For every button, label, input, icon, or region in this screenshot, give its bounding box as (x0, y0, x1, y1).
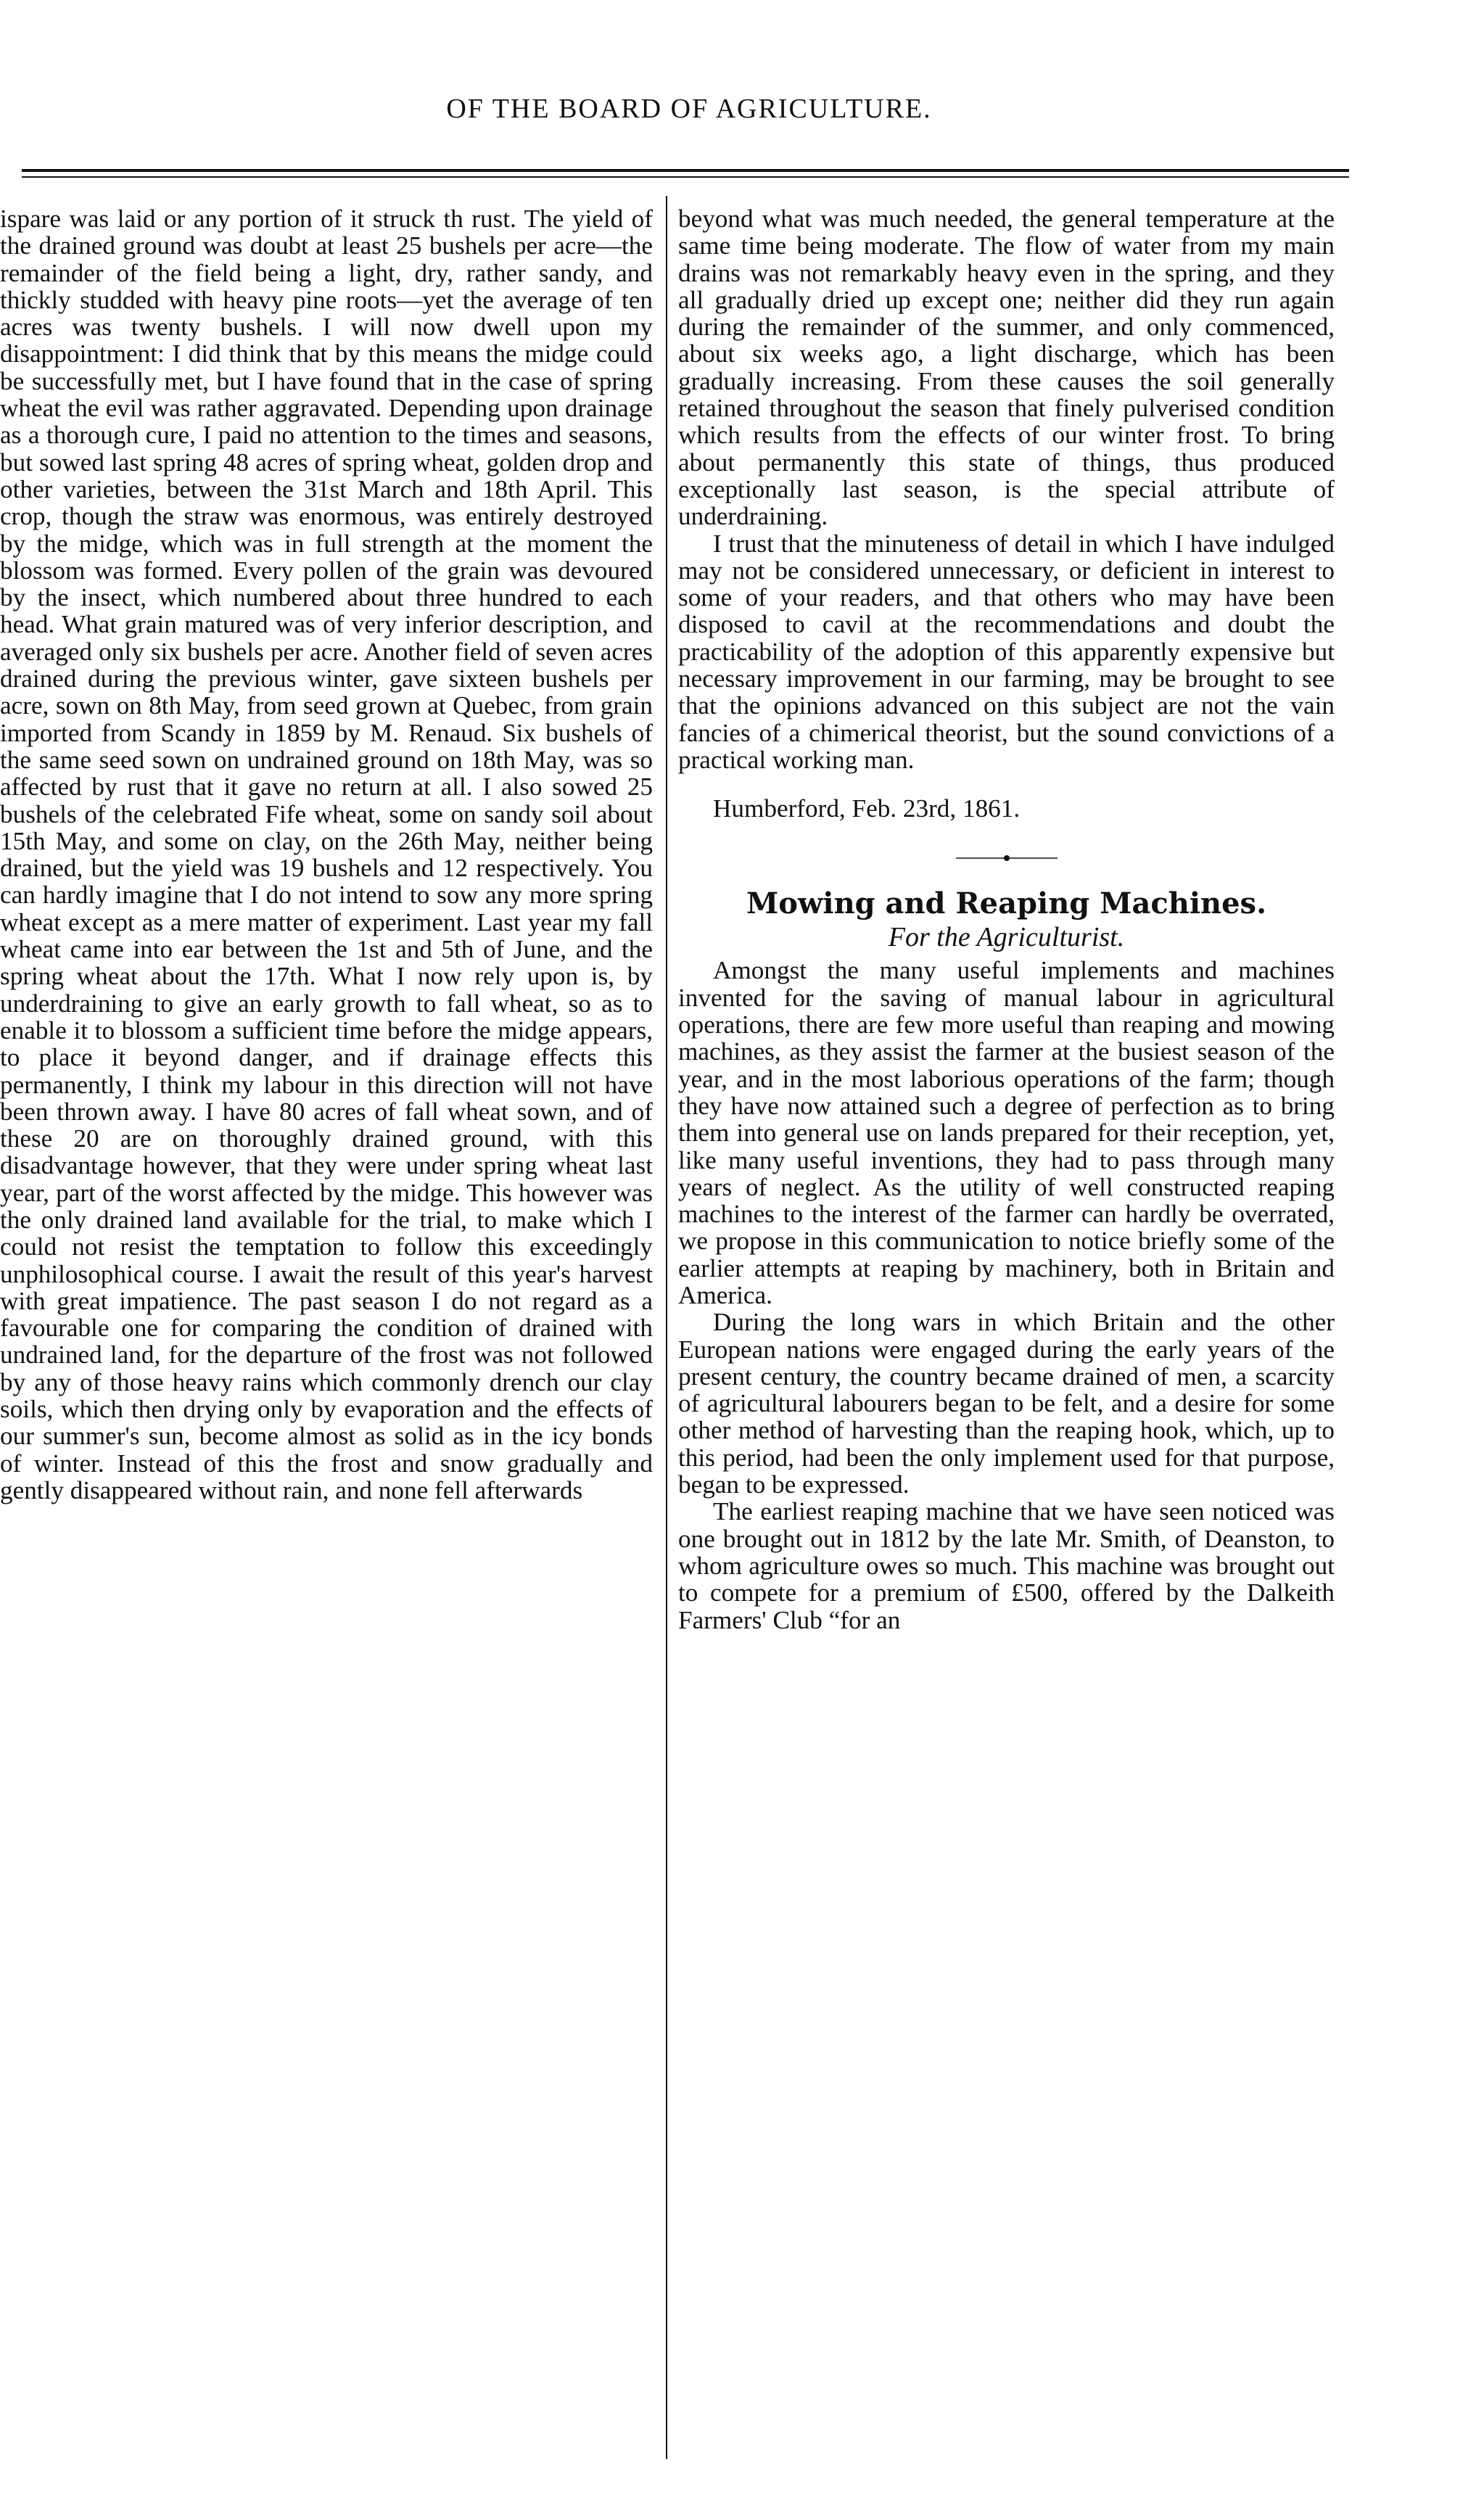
article-paragraph: During the long wars in which Britain and the other European nations were engaged during the early years of the present century, the country became drained of men, a scarcity of agricultural labourers began to be felt, and a desire for some other method of harvesting than the reaping hook, which, up to this period, had been the only implement used for that purpose, began to be expressed. (678, 1308, 1335, 1499)
continuation-paragraph: beyond what was much needed, the general temperature at the same time being moderate. The flow of water from my main drains was not remarkably heavy even in the spring, and they all gradually dried up except one; neither did they run again during the remainder of the summer, and only commenced, about six weeks ago, a light discharge, which has been gradually increasing. From these causes the soil generally retained throughout the season that finely pulverised condition which results from the effects of our winter frost. To bring about permanently this state of things, thus produced exceptionally last season, is the special attribute of underdraining. (678, 205, 1335, 531)
section-ornament (678, 844, 1335, 871)
article-paragraph: The earliest reaping machine that we have seen noticed was one brought out in 1812 by the late Mr. Smith, of Deanston, to whom agriculture owes so much. This machine was brought out to compete for a premium of £500, offered by the Dalkeith Farmers' Club “for an (678, 1497, 1335, 1634)
section-byline: For the Agriculturist. (888, 922, 1125, 953)
ornament-rule-icon (952, 853, 1061, 863)
running-header: OF THE BOARD OF AGRICULTURE. (446, 94, 932, 124)
closing-paragraph: I trust that the minuteness of detail in which I have indulged may not be considered unnecessary, or deficient in interest to some of your readers, and that others who may have been disposed to cavil at the recommendations and doubt the practicability of the adoption of this apparently expensive but necessary improvement in our farming, may be brought to see that the opinions advanced on this subject are not the vain fancies of a chimerical theorist, but the sound convictions of a practical working man. (678, 529, 1335, 774)
column-divider (666, 196, 667, 2459)
left-column-text: ispare was laid or any portion of it struck th rust. The yield of the drained ground was doubt at least 25 bushels per acre—the remainder of the field being a light, dry, rather sandy, and thickly studded with heavy pine roots—yet the average of ten acres was twenty bushels. I will now dwell upon my disappointment: I did think that by this means the midge could be successfully met, but I have found that in the case of spring wheat the evil was rather aggravated. Depending upon drainage as a thorough cure, I paid no attention to the times and seasons, but sowed last spring 48 acres of spring wheat, golden drop and other varieties, between the 31st March and 18th April. This crop, though the straw was enormous, was entirely destroyed by the midge, which was in full strength at the moment the blossom was formed. Every pollen of the grain was devoured by the insect, which numbered about three hundred to each head. What grain matured was of very inferior description, and averaged only six bushels per acre. Another field of seven acres drained during the previous winter, gave sixteen bushels per acre, sown on 8th May, from seed grown at Quebec, from grain imported from Scandy in 1859 by M. Renaud. Six bushels of the same seed sown on undrained ground on 18th May, was so affected by rust that it gave no return at all. I also sowed 25 bushels of the celebrated Fife wheat, some on sandy soil about 15th May, and some on clay, on the 26th May, neither being drained, but the yield was 19 bushels and 12 respectively. You can hardly imagine that I do not intend to sow any more spring wheat except as a mere matter of experiment. Last year my fall wheat came into ear between the 1st and 5th of June, and the spring wheat about the 17th. What I now rely upon is, by underdraining to give an early growth to fall wheat, so as to enable it to blossom a sufficient time before the midge appears, to place it beyond danger, and if drainage effects this permanently, I think my labour in this direction will not have been thrown away. I have 80 acres of fall wheat sown, and of these 20 are on thoroughly drained ground, with this disadvantage however, that they were under spring wheat last year, part of the worst affected by the midge. This however was the only drained land available for the trial, to make which I could not resist the temptation to follow this exceedingly unphilosophical course. I await the result of this year's harvest with great impatience. The past season I do not regard as a favourable one for comparing the condition of drained with undrained land, for the departure of the frost was not followed by any of those heavy rains which commonly drench our clay soils, which then drying only by evaporation and the effects of our summer's sun, become almost as solid as in the icy bonds of winter. Instead of this the frost and snow gradually and gently disappeared without rain, and none fell afterwards (0, 205, 653, 1504)
section-title: Mowing and Reaping Machines. (746, 886, 1266, 921)
right-column (678, 205, 1335, 1634)
dateline: Humberford, Feb. 23rd, 1861. (713, 794, 1021, 823)
article-paragraph: Amongst the many useful implements and machines invented for the saving of manual labour in agricultural operations, there are few more useful than reaping and mowing machines, as they assist the farmer at the busiest season of the year, and in the most laborious operations of the farm; though they have now attained such a degree of perfection as to bring them into general use on lands prepared for their reception, yet, like many useful inventions, they had to pass through many years of neglect. As the utility of well constructed reaping machines to the interest of the farmer can hardly be overrated, we propose in this communication to notice briefly some of the earlier attempts at reaping by machinery, both in Britain and America. (678, 956, 1335, 1309)
header-rule-thin (22, 176, 1349, 178)
header-rule-thick (22, 169, 1349, 172)
left-column (0, 205, 653, 1504)
